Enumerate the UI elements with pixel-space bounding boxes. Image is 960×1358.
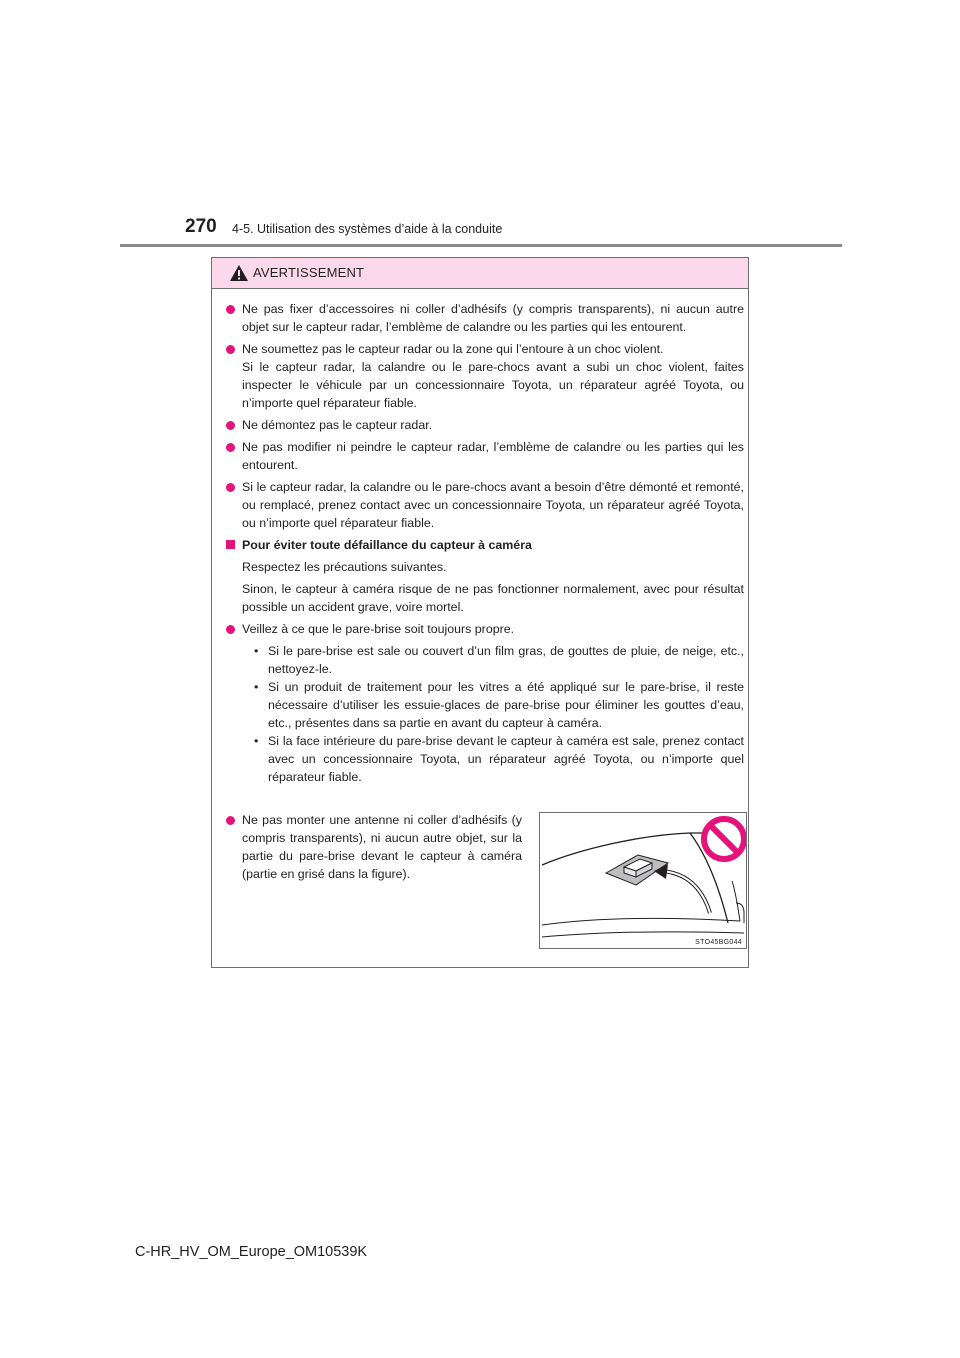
bullet-dot-icon [226,625,235,634]
camera-section-heading: Pour éviter toute défaillance du capteur à caméra [226,536,744,554]
camera-intro-1: Respectez les précautions suivantes. [242,560,447,574]
list-item: • Si le pare-brise est sale ou couvert d’un film gras, de gouttes de pluie, de neige, etc., nettoyez-le. [254,644,744,676]
warning-item: Ne pas modifier ni peindre le capteur radar, l’emblème de calandre ou les parties qui les entourent. [226,438,744,474]
camera-bullet-list [226,642,744,786]
footer-doc-id: C-HR_HV_OM_Europe_OM10539K [135,1244,368,1260]
bullet-dot-icon [226,305,235,314]
warning-item: Ne pas fixer d’accessoires ni coller d’adhésifs (y compris transparents), ni aucun autre objet sur le capteur radar, l’emblème de calandre ou les parties qui les entourent. [226,300,744,336]
list-item: • Si un produit de traitement pour les vitres a été appliqué sur le pare-brise, il reste nécessaire d’utiliser les essuie-glaces de pare-brise pour éliminer les gouttes d’eau, etc., présentes dans sa partie en avant du capteur à caméra. [254,680,744,730]
camera-intro-2: Sinon, le capteur à caméra risque de ne pas fonctionner normalement, avec pour résultat possible un accident grave, voire mortel. [242,582,744,614]
warning-content [226,300,744,790]
bullet-dot-icon [226,421,235,430]
windshield-illustration [540,813,746,948]
bullet-dot-icon [226,443,235,452]
warning-item: Ne démontez pas le capteur radar. [226,416,744,434]
warning-item: Ne soumettez pas le capteur radar ou la zone qui l’entoure à un choc violent. Si le capteur radar, la calandre ou le pare-chocs avant a subi un choc violent, faites inspecter le véhicule par un concessionnaire Toyota, un réparateur agréé Toyota, ou n’importe quel réparateur fiable. [226,340,744,412]
warning-triangle-icon [229,264,249,282]
section-title: 4-5. Utilisation des systèmes d’aide à la conduite [232,222,503,236]
list-item: • Si la face intérieure du pare-brise devant le capteur à caméra est sale, prenez contact avec un concessionnaire Toyota, un réparateur agréé Toyota, ou n’importe quel réparateur fiable. [254,734,744,784]
figure-code: STO45BG044 [695,939,742,946]
prohibition-icon [704,819,744,859]
camera-item-2: Ne pas monter une antenne ni coller d’adhésifs (y compris transparents), ni aucun autre objet, sur la partie du pare-brise devant le capteur à caméra (partie en grisé dans la figure). [226,811,522,883]
warning-box [211,257,749,968]
bullet-dot-icon [226,816,235,825]
square-bullet-icon [226,540,235,549]
page-number: 270 [185,216,217,237]
warning-item: Si le capteur radar, la calandre ou le pare-chocs avant a besoin d’être démonté et remonté, ou remplacé, prenez contact avec un concessionnaire Toyota, un réparateur agréé Toyota, ou n’importe quel réparateur fiable. [226,478,744,532]
bullet-dot-icon [226,483,235,492]
warning-title: AVERTISSEMENT [253,265,365,280]
warning-header [212,258,748,289]
camera-item-1: Veillez à ce que le pare-brise soit toujours propre. [226,620,744,638]
bullet-dot-icon [226,345,235,354]
header-rule [120,244,842,247]
windshield-camera-figure [539,812,747,949]
